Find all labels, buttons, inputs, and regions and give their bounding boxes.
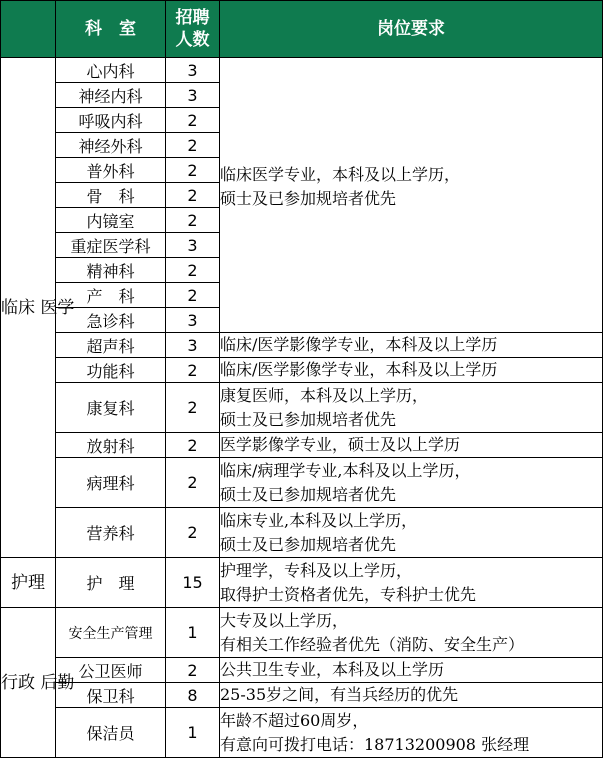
requirement-cell — [220, 358, 603, 383]
category-line: 后勤 — [40, 672, 75, 693]
table-row — [1, 608, 603, 658]
count-cell: 2 — [166, 458, 220, 508]
requirement-line: 硕士及已参加规培者优先 — [220, 534, 397, 554]
category-line: 临床 — [1, 297, 35, 318]
dept-cell: 心内科 — [56, 58, 166, 83]
requirement-cell — [220, 608, 603, 658]
count-cell: 2 — [166, 508, 220, 558]
requirement-cell — [220, 433, 603, 458]
dept-cell: 营养科 — [56, 508, 166, 558]
requirement-line: 临床/医学影像学专业，本科及以上学历 — [220, 335, 498, 354]
count-cell: 2 — [166, 358, 220, 383]
category-line: 行政 — [1, 672, 35, 693]
requirement-cell — [220, 383, 603, 433]
requirement-line: 临床专业,本科及以上学历， — [220, 510, 418, 530]
count-cell: 2 — [166, 158, 220, 183]
header-requirement: 岗位要求 — [220, 1, 603, 58]
table-row — [1, 658, 603, 683]
requirement-line: 公共卫生专业，本科及以上学历 — [220, 660, 445, 679]
requirement-cell — [220, 558, 603, 608]
requirement-line: 临床/医学影像学专业，本科及以上学历 — [220, 360, 498, 379]
table-row — [1, 433, 603, 458]
requirement-line: 有相关工作经验者优先（消防、安全生产） — [220, 634, 525, 654]
count-cell: 3 — [166, 58, 220, 83]
header-category — [1, 1, 56, 58]
dept-cell: 护 理 — [56, 558, 166, 608]
dept-cell: 超声科 — [56, 333, 166, 358]
dept-cell: 重症医学科 — [56, 233, 166, 258]
table-row — [1, 358, 603, 383]
requirement-cell — [220, 333, 603, 358]
requirement-line: 取得护士资格者优先，专科护士优先 — [220, 584, 477, 604]
table-row — [1, 458, 603, 508]
requirement-line: 临床/病理学专业,本科及以上学历， — [220, 460, 471, 480]
header-count — [166, 1, 220, 58]
dept-cell: 普外科 — [56, 158, 166, 183]
dept-cell: 精神科 — [56, 258, 166, 283]
header-count-line1: 招聘 — [175, 8, 210, 28]
category-line: 医学 — [40, 297, 75, 318]
header-department: 科 室 — [56, 1, 166, 58]
category-line: 护理 — [11, 572, 45, 593]
requirement-cell — [220, 58, 603, 333]
category-nursing — [1, 558, 56, 608]
dept-cell: 内镜室 — [56, 208, 166, 233]
dept-cell: 急诊科 — [56, 308, 166, 333]
requirement-line: 硕士及已参加规培者优先 — [220, 189, 397, 208]
requirement-cell — [220, 708, 603, 758]
table-row — [1, 708, 603, 758]
dept-cell: 产 科 — [56, 283, 166, 308]
count-cell: 2 — [166, 658, 220, 683]
dept-cell: 功能科 — [56, 358, 166, 383]
dept-cell: 康复科 — [56, 383, 166, 433]
requirement-line: 年龄不超过60周岁， — [220, 710, 369, 730]
count-cell: 2 — [166, 258, 220, 283]
category-admin — [1, 608, 75, 758]
table-row — [1, 333, 603, 358]
dept-cell: 安全生产管理 — [56, 608, 166, 658]
count-cell: 2 — [166, 108, 220, 133]
dept-cell: 病理科 — [56, 458, 166, 508]
count-cell: 1 — [166, 608, 220, 658]
table-row — [1, 383, 603, 433]
table-row — [1, 683, 603, 708]
count-cell: 2 — [166, 283, 220, 308]
count-cell: 1 — [166, 708, 220, 758]
category-clinical — [1, 58, 75, 558]
table-row — [1, 508, 603, 558]
header-row — [1, 1, 603, 58]
requirement-cell — [220, 683, 603, 708]
count-cell: 8 — [166, 683, 220, 708]
count-cell: 3 — [166, 333, 220, 358]
count-cell: 3 — [166, 233, 220, 258]
table-row — [1, 558, 603, 608]
requirement-line: 硕士及已参加规培者优先 — [220, 409, 397, 429]
requirement-line: 大专及以上学历， — [220, 610, 349, 630]
count-cell: 2 — [166, 383, 220, 433]
count-cell: 2 — [166, 208, 220, 233]
requirement-line: 硕士及已参加规培者优先 — [220, 484, 397, 504]
dept-cell: 呼吸内科 — [56, 108, 166, 133]
count-cell: 3 — [166, 83, 220, 108]
requirement-cell — [220, 508, 603, 558]
dept-cell: 神经外科 — [56, 133, 166, 158]
count-cell: 15 — [166, 558, 220, 608]
count-cell: 2 — [166, 183, 220, 208]
requirement-line: 医学影像学专业，硕士及以上学历 — [220, 435, 461, 454]
requirement-cell — [220, 658, 603, 683]
dept-cell: 神经内科 — [56, 83, 166, 108]
requirement-line: 25-35岁之间，有当兵经历的优先 — [220, 685, 459, 704]
dept-cell: 保卫科 — [56, 683, 166, 708]
requirement-line: 临床医学专业，本科及以上学历， — [220, 165, 461, 184]
requirement-cell — [220, 458, 603, 508]
dept-cell: 公卫医师 — [56, 658, 166, 683]
requirement-line: 护理学，专科及以上学历， — [220, 560, 413, 580]
table-row — [1, 58, 603, 83]
requirement-line: 有意向可拨打电话：18713200908 张经理 — [220, 734, 530, 754]
requirement-line: 康复医师，本科及以上学历， — [220, 385, 429, 405]
dept-cell: 骨 科 — [56, 183, 166, 208]
count-cell: 2 — [166, 133, 220, 158]
count-cell: 2 — [166, 433, 220, 458]
header-count-line2: 人数 — [175, 30, 210, 50]
dept-cell: 保洁员 — [56, 708, 166, 758]
dept-cell: 放射科 — [56, 433, 166, 458]
count-cell: 3 — [166, 308, 220, 333]
